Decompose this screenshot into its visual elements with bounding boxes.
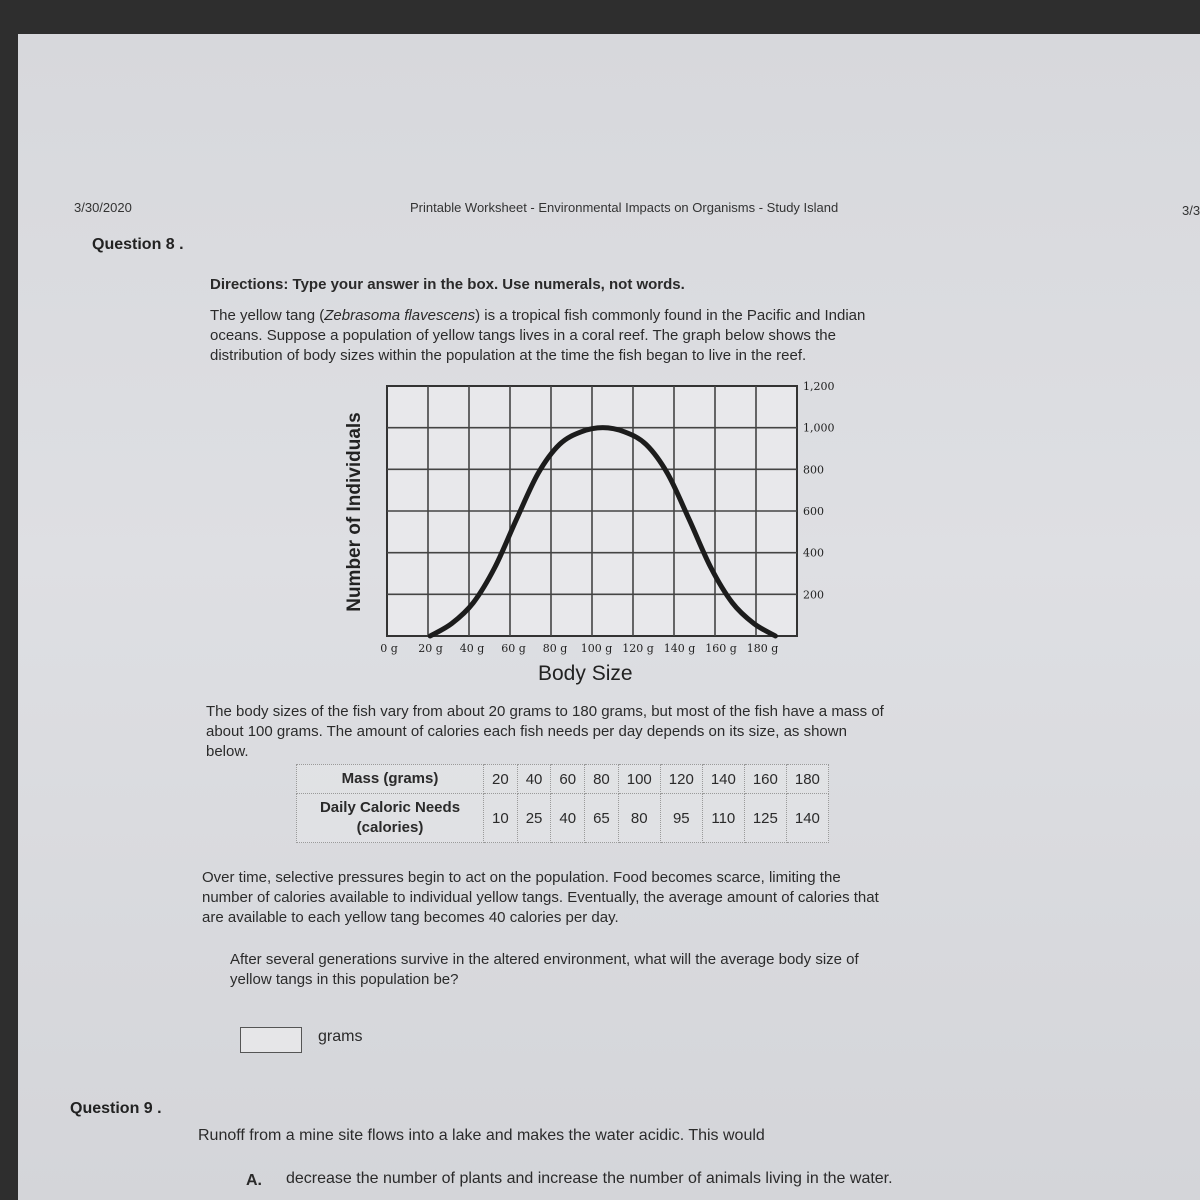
- mass-cell: 120: [660, 765, 702, 794]
- mass-row-header: Mass (grams): [297, 765, 484, 794]
- pressure-line-2: number of calories available to individual yellow tangs. Eventually, the average amount of calories that: [202, 889, 879, 906]
- question-prompt: [230, 950, 859, 990]
- species-name: Zebrasoma flavescens: [324, 307, 476, 324]
- calories-cell: 80: [618, 794, 660, 843]
- chart-y-ticks: [803, 380, 835, 601]
- question-9-stem: Runoff from a mine site flows into a lake and makes the water acidic. This would: [198, 1127, 765, 1144]
- x-tick-label: 60 g: [501, 642, 526, 655]
- x-tick-label: 40 g: [459, 642, 485, 655]
- body-line-1: The body sizes of the fish vary from about 20 grams to 180 grams, but most of the fish have a mass of: [206, 703, 884, 720]
- x-tick-label: 140 g: [663, 642, 696, 655]
- calories-row: [297, 794, 829, 843]
- calories-cell: 25: [517, 794, 551, 843]
- chart-x-axis-label: Body Size: [538, 662, 633, 685]
- mass-cell: 180: [786, 765, 828, 794]
- intro-line-3: distribution of body sizes within the population at the time the fish began to live in the reef.: [210, 347, 807, 364]
- mass-cell: 60: [551, 765, 585, 794]
- mass-cell: 40: [517, 765, 551, 794]
- choice-a-text[interactable]: decrease the number of plants and increase the number of animals living in the water.: [286, 1170, 893, 1187]
- mass-cell: 160: [744, 765, 786, 794]
- chart-grid: [387, 386, 797, 636]
- calories-cell: 125: [744, 794, 786, 843]
- body-line-2: about 100 grams. The amount of calories each fish needs per day depends on its size, as shown: [206, 723, 847, 740]
- x-tick-label: 160 g: [705, 642, 737, 655]
- print-date: 3/30/2020: [74, 200, 132, 215]
- y-tick-label: 400: [803, 546, 824, 560]
- mass-cell: 140: [702, 765, 744, 794]
- x-tick-label: 100 g: [580, 642, 613, 655]
- calories-cell: 95: [660, 794, 702, 843]
- calories-header-line-2: (calories): [356, 819, 424, 836]
- pressure-line-1: Over time, selective pressures begin to act on the population. Food becomes scarce, limiting the: [202, 869, 841, 886]
- calories-cell: 40: [551, 794, 585, 843]
- body-line-3: below.: [206, 743, 249, 760]
- mass-cell: 80: [585, 765, 619, 794]
- calories-row-header: [297, 794, 484, 843]
- question-8-label: Question 8 .: [92, 236, 184, 253]
- question-9-label: Question 9 .: [70, 1100, 162, 1117]
- question-line-1: After several generations survive in the altered environment, what will the average body size of: [230, 951, 859, 968]
- calories-cell: 10: [484, 794, 518, 843]
- calories-cell: 140: [786, 794, 828, 843]
- caloric-needs-table: [296, 764, 829, 843]
- mass-cell: 100: [618, 765, 660, 794]
- mass-row: [297, 765, 829, 794]
- body-size-chart: [340, 378, 860, 698]
- calories-cell: 110: [702, 794, 744, 843]
- selective-pressure-paragraph: [202, 868, 879, 928]
- x-tick-label: 20 g: [418, 642, 443, 655]
- y-tick-label: 600: [803, 505, 824, 518]
- intro-text-b: ) is a tropical fish commonly found in the Pacific and Indian: [475, 307, 866, 324]
- mass-cell: 20: [484, 765, 518, 794]
- x-tick-label: 0 g: [380, 642, 398, 655]
- intro-line-2: oceans. Suppose a population of yellow tangs lives in a coral reef. The graph below shows the: [210, 327, 836, 344]
- intro-text-a: The yellow tang (: [210, 307, 325, 324]
- answer-unit-label: grams: [318, 1028, 363, 1045]
- pressure-line-3: are available to each yellow tang becomes 40 calories per day.: [202, 909, 619, 926]
- choice-a-letter[interactable]: A.: [246, 1172, 262, 1189]
- x-tick-label: 180 g: [746, 642, 779, 655]
- question-line-2: yellow tangs in this population be?: [230, 971, 459, 988]
- x-tick-label: 80 g: [542, 642, 568, 655]
- calories-header-line-1: Daily Caloric Needs: [319, 799, 461, 816]
- chart-x-ticks: [380, 642, 778, 655]
- y-tick-label: 1,000: [803, 421, 835, 435]
- page-number: 3/3: [1182, 203, 1200, 218]
- intro-paragraph: [210, 306, 865, 366]
- calories-cell: 65: [585, 794, 619, 843]
- chart-y-axis-label: Number of Individuals: [344, 412, 365, 612]
- directions-text: Directions: Type your answer in the box. Use numerals, not words.: [210, 276, 685, 293]
- y-tick-label: 200: [803, 588, 824, 602]
- x-tick-label: 120 g: [622, 642, 654, 655]
- body-size-paragraph: [206, 702, 884, 762]
- answer-input[interactable]: [240, 1027, 302, 1053]
- y-tick-label: 800: [803, 463, 824, 477]
- y-tick-label: 1,200: [803, 380, 835, 393]
- worksheet-title: Printable Worksheet - Environmental Impacts on Organisms - Study Island: [410, 200, 839, 215]
